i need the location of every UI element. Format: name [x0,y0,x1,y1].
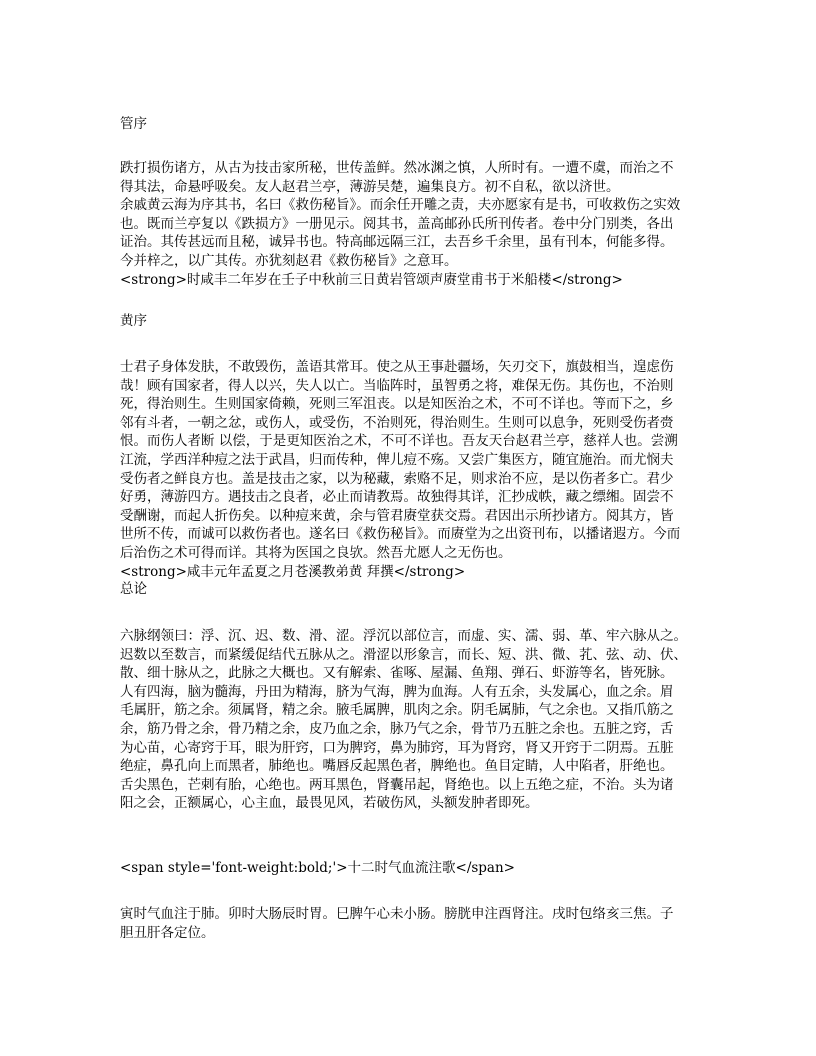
section-title-zong-lun: 总论 [120,581,147,597]
paragraph-line: 也。既而兰亭复以《跌损方》一册见示。阅其书，盖高邮孙氏所刊传者。卷中分门别类，各出 [120,215,674,232]
paragraph-line: 为心苗，心寄窍于耳，眼为肝窍，口为脾窍，鼻为肺窍，耳为肾窍，肾又开窍于二阴焉。五脏 [120,739,674,756]
paragraph-line: 余，筋乃骨之余，骨乃精之余，皮乃血之余，脉乃气之余，骨节乃五脏之余也。五脏之窍，舌 [120,720,674,737]
section-title-huang-xu: 黄序 [120,313,147,329]
paragraph-line: 江流，学西洋种痘之法于武昌，归而传种，俾儿痘不殇。又尝广集医方，随宜施治。而尤悯夫 [120,451,674,468]
signature-line: <strong>咸丰元年孟夏之月苍溪教弟黄 拜撰</strong> [120,563,466,580]
section-body-zong-lun [120,627,700,813]
paragraph-line: 死，得治则生。生则国家倚赖，死则三军沮丧。以是知医治之术，不可不详也。等而下之，乡 [120,396,674,413]
paragraph-line: 哉！顾有国家者，得人以兴，失人以亡。当临阵时，虽智勇之将，难保无伤。其伤也，不治则 [120,377,674,394]
paragraph-line: 好勇，薄游四方。遇技击之良者，必止而请教焉。故独得其详，汇抄成帙，藏之缥缃。固尝不 [120,489,674,506]
paragraph-line: 今并梓之，以广其传。亦犹刻赵君《救伤秘旨》之意耳。 [120,252,458,269]
paragraph-line: 人有四海，脑为髓海，丹田为精海，脐为气海，脾为血海。人有五余，头发属心，血之余。眉 [120,683,674,700]
section-title-guan-xu: 管序 [120,116,147,132]
paragraph-line: 世所不传，而诚可以救伤者也。遂名曰《救伤秘旨》。而赓堂为之出资刊布，以播诸遐方。今而 [120,526,681,543]
paragraph-line: 舌尖黑色，芒刺有胎，心绝也。两耳黑色，肾囊吊起，肾绝也。以上五绝之症，不治。头为诸 [120,776,674,793]
paragraph-line: 阳之会，正额属心，心主血，最畏见风，若破伤风，头额发肿者即死。 [120,795,539,812]
paragraph-line: 跌打损伤诸方，从古为技击家所秘，世传盖鲜。然冰渊之慎，人所时有。一遭不虞，而治之不 [120,160,674,176]
paragraph-line: 迟数以至数言，而紧缓促结代五脉从之。滑涩以形象言，而长、短、洪、微、芤、弦、动、伏、 [120,646,687,663]
paragraph-line: 后治伤之术可得而详。其将为医国之良欤。然吾尤愿人之无伤也。 [120,544,512,561]
paragraph-line: 毛属肝，筋之余。须属肾，精之余。腋毛属脾，肌肉之余。阴毛属肺，气之余也。又指爪筋之 [120,702,674,719]
paragraph-line: 胆丑肝各定位。 [120,924,215,941]
paragraph-line: 绝症，鼻孔向上而黑者，肺绝也。嘴唇反起黑色者，脾绝也。鱼目定睛，人中陷者，肝绝也。 [120,758,674,775]
signature-line: <strong>时咸丰二年岁在壬子中秋前三日黄岩管颂声赓堂甫书于米船楼</strong> [120,271,623,288]
paragraph-line: 六脉纲领曰：浮、沉、迟、数、滑、涩。浮沉以部位言，而虚、实、濡、弱、革、牢六脉从之。 [120,628,687,644]
section-body-guan-xu [120,159,700,289]
paragraph-line: 士君子身体发肤，不敢毁伤，盖语其常耳。使之从王事赴疆场，矢刃交下，旗鼓相当，遑虑伤 [120,359,674,375]
section-body-song [120,905,700,942]
paragraph-line: 邻有斗者，一朝之忿，或伤人，或受伤，不治则死，得治则生。生则可以息争，死则受伤者赍 [120,414,674,431]
paragraph-line: 受伤者之鲜良方也。盖是技击之家，以为秘藏，索赂不足，则求治不应，是以伤者多亡。君少 [120,470,674,487]
paragraph-line: 散、细十脉从之，此脉之大概也。又有解索、雀啄、屋漏、鱼翔、弹石、虾游等名，皆死脉。 [120,665,674,682]
paragraph-line: 恨。而伤人者断 以偿，于是更知医治之术，不可不详也。吾友天台赵君兰亭，慈祥人也。尝溯 [120,433,678,450]
section-body-huang-xu [120,358,700,581]
paragraph-line: 余戚黄云海为序其书，名曰《救伤秘旨》。而余任开雕之责，夫亦愿家有是书，可收救伤之实效 [120,197,681,214]
paragraph-line: 寅时气血注于肺。卯时大肠辰时胃。巳脾午心未小肠。膀胱申注酉肾注。戌时包络亥三焦。子 [120,906,674,922]
section-title-song: <span style='font-weight:bold;'>十二时气血流注歌</span> [120,860,515,876]
paragraph-line: 受酬谢，而起人折伤矣。以种痘来黄，余与管君赓堂获交焉。君因出示所抄诸方。阅其方，皆 [120,507,674,524]
paragraph-line: 得其法，命悬呼吸矣。友人赵君兰亭，薄游吴楚，遍集良方。初不自私，欲以济世。 [120,178,620,195]
paragraph-line: 证治。其传甚远而且秘，诚异书也。特高邮远隔三江，去吾乡千余里，虽有刊本，何能多得。 [120,234,674,251]
